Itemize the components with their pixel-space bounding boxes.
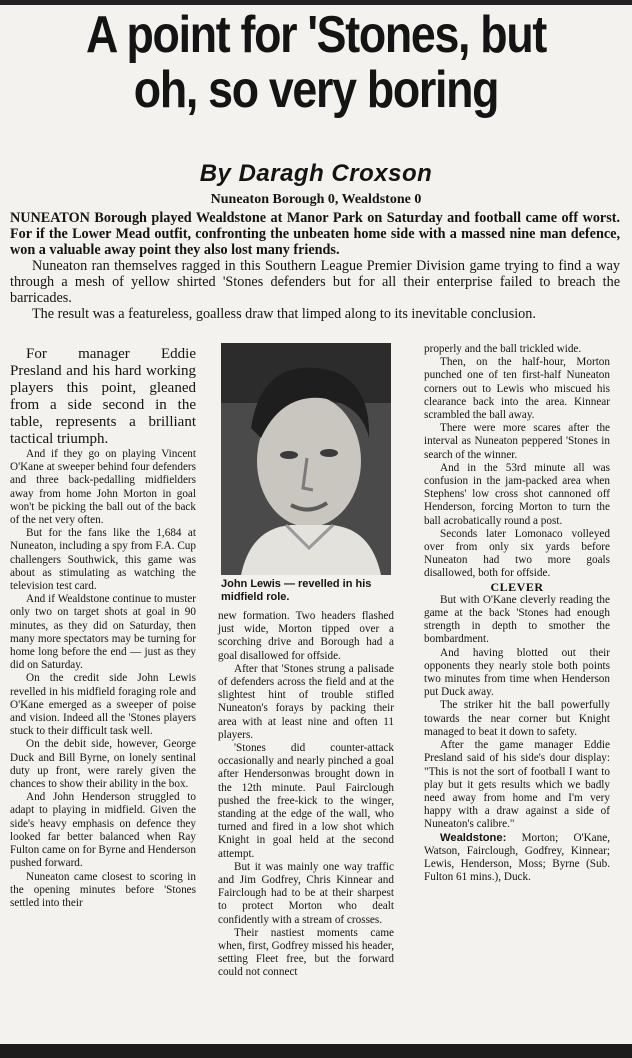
- lede-intro: NUNEATON Borough played Wealdstone at Manor Park on Saturday and football came off worst. For if the Lower Mead outfit, confronting the unbeaten home side with a massed nine man defence, won a valuable away point they also lost many friends.: [10, 210, 620, 258]
- paragraph: After the game manager Eddie Presland said of his side's dour display: "This is not the sort of football I want to play but it gets results which we badly need away from home and I'm very happy with a draw against a side of Nuneaton's calibre.": [424, 739, 610, 831]
- team-label: Wealdstone:: [440, 831, 507, 844]
- subheading: CLEVER: [490, 579, 544, 594]
- paragraph: properly and the ball trickled wide.: [424, 343, 582, 355]
- lede-paragraph: The result was a featureless, goalless draw that limped along to its inevitable conclusion.: [32, 306, 536, 322]
- column-3: [424, 343, 610, 884]
- column-1: [10, 346, 196, 910]
- lede-paragraph: Nuneaton ran themselves ragged in this Southern League Premier Division game trying to find a way through a mesh of yellow shirted 'Stones defenders but for all their enterprise failed to breach the barricades.: [10, 258, 620, 306]
- paragraph: Their nastiest moments came when, first, Godfrey missed his header, setting Fleet free, but the forward could not connect: [218, 926, 394, 979]
- paragraph: But with O'Kane cleverly reading the game at the back 'Stones had enough strength in depth to smother the bombardment.: [424, 593, 610, 646]
- paragraph: And if they go on playing Vincent O'Kane at sweeper behind four defenders and three back-pedalling midfielders away from home John Morton in goal won't be picking the ball out of the back of the net very often.: [10, 448, 196, 527]
- portrait-image: [221, 343, 391, 575]
- paragraph: The striker hit the ball powerfully towards the near corner but Knight managed to beat it down to safety.: [424, 699, 610, 738]
- photo-caption: John Lewis — revelled in his midfield role.: [221, 578, 372, 603]
- paragraph: And in the 53rd minute all was confusion in the jam-packed area when Stephens' low cross shot cannoned off Henderson, forcing Morton to turn the ball acrobatically round a post.: [424, 461, 610, 527]
- paragraph: Nuneaton came closest to scoring in the opening minutes before 'Stones settled into their: [10, 870, 196, 909]
- paragraph: Seconds later Lomonaco volleyed over from only six yards before Nuneaton had two more goals disallowed, both for offside.: [424, 527, 610, 580]
- paragraph: 'Stones did counter-attack occasionally and nearly pinched a goal after Hendersonwas brought down in the 12th minute. Paul Fairclough pushed the free-kick to the winger, standing at the edge of the wall, who turned and fired in a low shot which Knight in goal held at the second attempt.: [218, 742, 394, 860]
- paragraph: After that 'Stones strung a palisade of defenders across the field and at the slightest hint of trouble stifled Nuneaton's forays by packing their area with at least nine and often 11 players.: [218, 662, 394, 741]
- paragraph: For manager Eddie Presland and his hard working players this point, gleaned from a side second in the table, represents a brilliant tactical triumph.: [10, 346, 196, 447]
- score-line: Nuneaton Borough 0, Wealdstone 0: [210, 192, 422, 207]
- headline-line-1: A point for 'Stones, but: [86, 6, 546, 64]
- paragraph: On the credit side John Lewis revelled in his midfield foraging role and O'Kane emerged as a sweeper of poise and vision. Indeed all the 'Stones players stuck to their difficult task well.: [10, 672, 196, 738]
- headline-line-2: oh, so very boring: [133, 61, 499, 119]
- paragraph: There were more scares after the interval as Nuneaton peppered 'Stones in search of the winner.: [424, 422, 610, 461]
- paragraph: On the debit side, however, George Duck and Bill Byrne, on lonely sentinal duty up front, were rarely given the chances to show their ability in the box.: [10, 738, 196, 791]
- player-photo: [221, 343, 391, 575]
- team-text: Morton; O'Kane, Watson, Fairclough, Godfrey, Kinnear; Lewis, Henderson, Moss; Byrne (Sub. Fulton 61 mins.), Duck.: [424, 831, 611, 884]
- paragraph: And John Henderson struggled to adapt to playing in midfield. Given the side's heavy emphasis on defence they looked far better balanced when Ray Fulton came on for Byrne and Henderson pushed forward.: [10, 791, 196, 870]
- paragraph: But it was mainly one way traffic and Jim Godfrey, Chris Kinnear and Fairclough had to be at their sharpest to protect Morton who dealt confidently with a stream of crosses.: [218, 860, 394, 926]
- team-lineup: [424, 832, 610, 885]
- byline: By Daragh Croxson: [199, 160, 433, 187]
- headline: [44, 8, 588, 118]
- paragraph: Then, on the half-hour, Morton punched one of ten first-half Nuneaton corners out to Lewis who miscued his clearance back into the area. Kinnear scrambled the ball away.: [424, 356, 610, 422]
- paragraph: new formation. Two headers flashed just wide, Morton tipped over a scorching drive and Borough had a goal disallowed for offside.: [218, 610, 394, 662]
- top-rule: [0, 0, 632, 5]
- paragraph: And having blotted out their opponents they nearly stole both points two minutes from time when Henderson put Duck away.: [424, 646, 610, 699]
- paragraph: And if Wealdstone continue to muster only two on target shots at goal in 90 minutes, as they did on Saturday, then many more spectators may be turning for home long before the end — just as they did on Saturday.: [10, 593, 196, 672]
- bottom-rule: [0, 1044, 632, 1058]
- paragraph: But for the fans like the 1,684 at Nuneaton, including a spy from F.A. Cup challengers Southwick, this game was about as stimulating as watching the television test card.: [10, 527, 196, 593]
- column-2: [218, 610, 394, 980]
- lede: [10, 210, 620, 322]
